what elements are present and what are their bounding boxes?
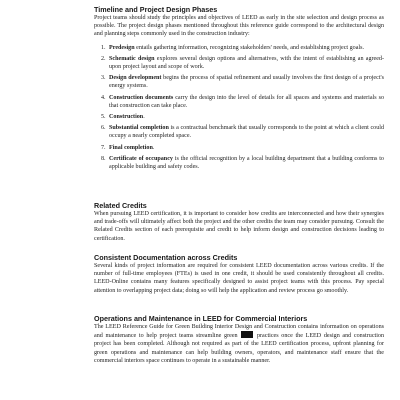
om-text-after: practices once the LEED design and construction project has been completed. Although not required as part of the LEED certification process, upfront planning for green operations and maintenance can help building owners, operators, and maintenance staff ensure that the commercial interiors space continues to operate in a sustainable manner. <box>94 333 385 364</box>
phase-description: entails gathering information, recognizing stakeholders' needs, and establishing project goals. <box>134 44 365 51</box>
operations-maintenance-paragraph <box>94 323 384 365</box>
section-heading-related-credits: Related Credits <box>94 201 147 210</box>
phase-description: begins the process of spatial refinement and usually involves the first design of a project's energy systems. <box>109 75 385 90</box>
phase-term: Substantial completion <box>109 125 169 132</box>
phase-item <box>94 144 384 152</box>
om-text-before: The LEED Reference Guide for Green Building Interior Design and Construction contains information on operations and maintenance to help project teams streamline green <box>94 324 384 340</box>
section-timeline <box>94 5 384 174</box>
phase-description: is a contractual benchmark that usually corresponds to the point at which a client could occupy a nearly completed space. <box>109 125 384 140</box>
section-operations-maintenance <box>94 314 384 365</box>
phase-number: 7. <box>101 144 106 151</box>
phase-number: 1. <box>101 44 106 51</box>
phase-item <box>94 44 384 52</box>
phase-item <box>94 94 384 110</box>
phase-description: carry the design into the level of details for all spaces and systems and materials so that construction can take place. <box>109 94 384 109</box>
phase-item <box>94 155 384 171</box>
related-credits-paragraph: When pursuing LEED certification, it is important to consider how credits are interconnected and how their synergies and trade-offs will ultimately affect both the project and the other credits the team may consider pursuing. Consult the Related Credits section of each prerequisite and credit to help inform design and construction decisions leading to certification. <box>94 211 384 242</box>
phase-term: Design development <box>109 75 162 82</box>
section-heading-operations-maintenance: Operations and Maintenance in LEED for Commercial Interiors <box>94 314 308 323</box>
redaction-box <box>241 331 253 338</box>
document-page <box>94 0 384 400</box>
phase-term: Schematic design <box>109 55 155 62</box>
timeline-intro-paragraph: Project teams should study the principles and objectives of LEED as early in the site selection and design process as possible. The project design phases mentioned throughout this reference guide correspond to the architectural design and planning steps commonly used in the construction industry: <box>94 15 384 38</box>
phase-description: . <box>152 144 155 151</box>
phase-item <box>94 124 384 140</box>
phase-term: Predesign <box>109 44 135 51</box>
phase-number: 3. <box>101 75 106 82</box>
phase-term: Construction <box>109 114 144 121</box>
phase-number: 6. <box>101 125 106 132</box>
phase-number: 8. <box>101 155 106 162</box>
phase-description: . <box>143 114 145 121</box>
phase-term: Certificate of occupancy <box>109 155 173 162</box>
phase-term: Final completion <box>109 144 153 151</box>
phase-number: 2. <box>101 55 106 62</box>
phase-item <box>94 55 384 71</box>
phase-description: is the official recognition by a local building department that a building conforms to applicable building and safety codes. <box>109 155 384 171</box>
section-related-credits <box>94 201 384 243</box>
phase-number: 4. <box>101 94 106 101</box>
design-phases-list <box>94 44 384 172</box>
phase-term: Construction documents <box>109 94 174 101</box>
phase-item <box>94 113 384 121</box>
phase-item <box>94 74 384 90</box>
phase-number: 5. <box>101 114 106 121</box>
section-consistent-documentation <box>94 253 384 295</box>
consistent-documentation-paragraph: Several kinds of project information are required for consistent LEED documentation across various credits. If the number of full-time employees (FTEs) is used in one credit, it should be used consistently throughout all credits. LEED-Online contains many features specifically designed to assist project teams with this process. Pay special attention to overlapping project data; doing so will help the application and review process go smoothly. <box>94 263 384 294</box>
section-heading-timeline: Timeline and Project Design Phases <box>94 5 218 14</box>
phase-description: explores several design options and alternatives, with the intent of establishing an agreed-upon project layout and scope of work. <box>109 55 385 71</box>
section-heading-consistent-documentation: Consistent Documentation across Credits <box>94 253 238 262</box>
